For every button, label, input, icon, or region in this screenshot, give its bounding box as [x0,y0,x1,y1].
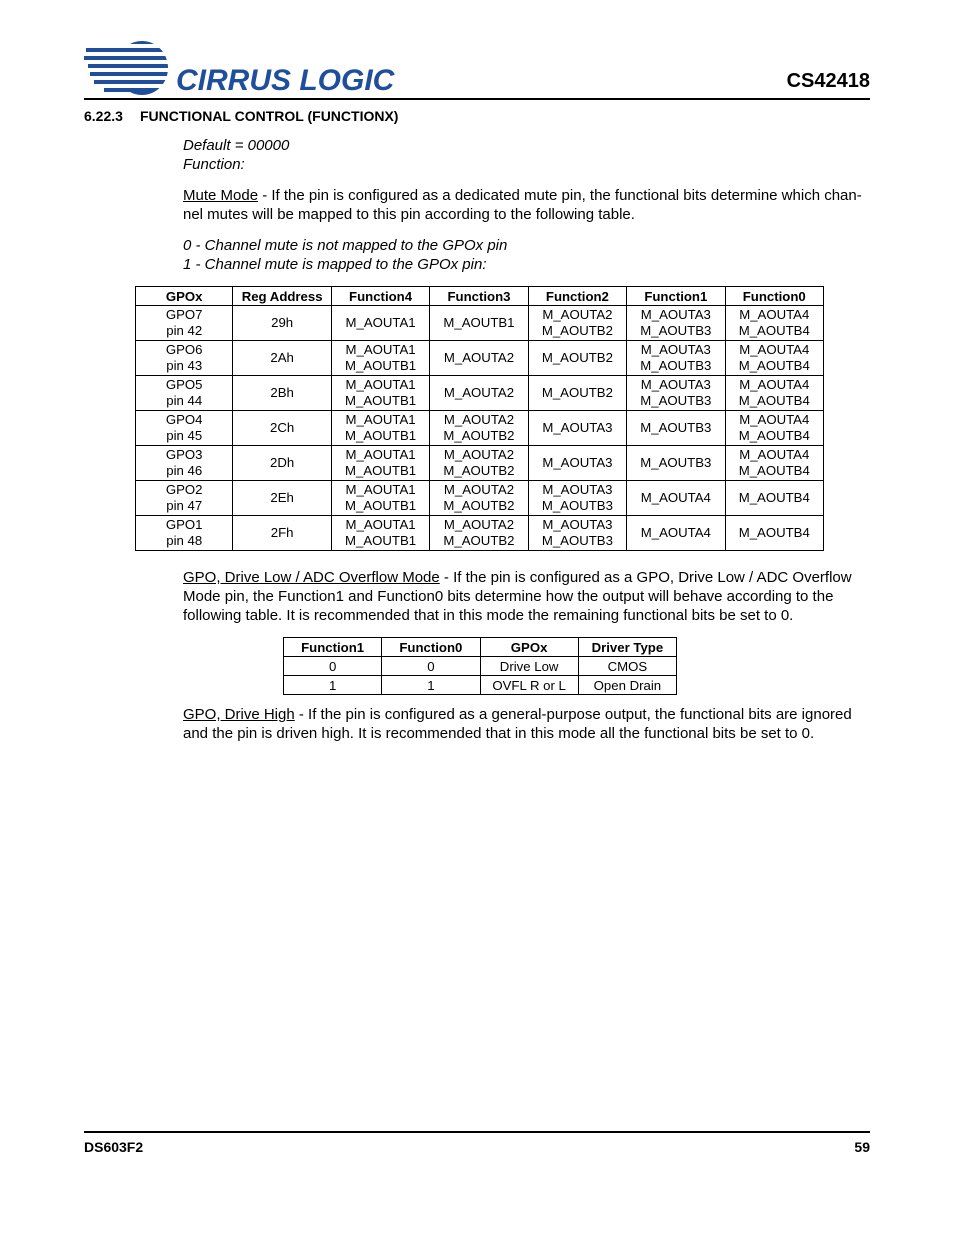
section-heading [84,108,398,124]
table-cell [627,411,725,446]
drive-high-line-1 [183,705,873,724]
table-cell [725,481,823,516]
cell-line: pin 48 [166,533,203,548]
cell-line: M_AOUTA4 [739,377,810,392]
section-title: FUNCTIONAL CONTROL (FUNCTIONX) [140,108,399,124]
cell-line: M_AOUTA1 [345,315,416,330]
table-cell [233,376,331,411]
cell-line: M_AOUTA4 [739,447,810,462]
cell-line: M_AOUTA4 [739,307,810,322]
cell-line: M_AOUTB1 [345,428,417,443]
cell-line: M_AOUTB1 [345,463,417,478]
default-value: Default = 00000 [183,137,290,154]
table-cell [627,481,725,516]
cirrus-logic-logo [84,38,404,100]
table-cell [331,411,429,446]
table-cell [136,446,233,481]
cell-line: GPO6 [165,342,203,357]
cell-line: M_AOUTB2 [541,350,613,365]
table-cell [233,516,331,551]
table-cell [136,341,233,376]
drive-low-line-3: following table. It is recommended that in this mode the remaining functional bits be set to 0. [183,607,794,624]
mute-mode-heading: Mute Mode [183,187,259,204]
table-cell [331,481,429,516]
cell-line: pin 44 [166,393,203,408]
cell-line: M_AOUTB1 [345,358,417,373]
table-cell [528,341,626,376]
table-cell: 0 [284,657,382,676]
cell-line: M_AOUTA1 [345,517,416,532]
table-row [136,341,824,376]
table-cell [528,411,626,446]
drive-low-heading: GPO, Drive Low / ADC Overflow Mode [183,569,440,586]
cell-line: GPO3 [165,447,203,462]
cell-line: M_AOUTA4 [640,525,711,540]
table-cell [725,341,823,376]
table-header-cell: Driver Type [578,638,676,657]
table-header-cell: Reg Address [233,287,331,306]
mute-mapping-table-body [136,306,824,551]
table-cell [331,446,429,481]
cell-line: M_AOUTB2 [541,323,613,338]
cell-line: M_AOUTA2 [443,385,515,400]
cell-line: 2Bh [270,385,294,400]
cell-line: 2Ah [270,350,294,365]
cell-line: M_AOUTA4 [739,412,810,427]
cell-line: M_AOUTB4 [738,490,810,505]
table-cell: OVFL R or L [480,676,578,695]
cell-line: M_AOUTA3 [542,517,613,532]
cell-line: M_AOUTB4 [738,463,810,478]
cell-line: M_AOUTB3 [640,323,712,338]
cell-line: M_AOUTA4 [739,342,810,357]
cell-line: 2Fh [270,525,294,540]
table-cell [725,306,823,341]
table-cell [725,516,823,551]
table-row [136,446,824,481]
cell-line: M_AOUTB3 [541,533,613,548]
table-header-cell: Function0 [725,287,823,306]
table-header-cell: GPOx [480,638,578,657]
cell-line: M_AOUTB2 [443,498,515,513]
table-cell [627,446,725,481]
table-cell [627,376,725,411]
cell-line: pin 45 [166,428,203,443]
table-cell: CMOS [578,657,676,676]
drive-low-paragraph [183,568,873,625]
table-cell [233,411,331,446]
table-cell [528,376,626,411]
drive-low-line-1 [183,568,873,587]
table-cell [331,376,429,411]
cell-line: 29h [271,315,294,330]
table-header-cell: GPOx [136,287,233,306]
table-cell [528,481,626,516]
cell-line: M_AOUTB3 [640,358,712,373]
cell-line: GPO2 [165,482,203,497]
cell-line: pin 43 [166,358,203,373]
table-header-row [284,638,677,657]
cell-line: GPO7 [165,307,203,322]
table-cell: Drive Low [480,657,578,676]
section-number: 6.22.3 [84,108,123,124]
table-cell [627,341,725,376]
cell-line: pin 42 [166,323,203,338]
table-header-cell: Function0 [382,638,480,657]
table-header-cell: Function4 [331,287,429,306]
table-cell [331,516,429,551]
table-row [136,516,824,551]
table-cell [725,446,823,481]
cell-line: GPO5 [165,377,203,392]
table-cell [430,306,528,341]
table-cell [136,306,233,341]
table-cell [528,446,626,481]
table-cell [528,306,626,341]
mute-mapping-table [135,286,824,551]
table-row [284,676,677,695]
table-header-cell: Function1 [284,638,382,657]
cell-line: M_AOUTB2 [443,428,515,443]
cell-line: M_AOUTA2 [443,447,515,462]
cell-line: M_AOUTA2 [443,412,515,427]
cell-line: M_AOUTB4 [738,393,810,408]
cell-line: M_AOUTA3 [640,307,711,322]
cell-line: pin 46 [166,463,203,478]
mute-mode-line-2: nel mutes will be mapped to this pin according to the following table. [183,206,635,223]
table-header-cell: Function2 [528,287,626,306]
cirrus-logic-logo-icon [84,38,404,100]
cell-line: GPO1 [165,517,203,532]
table-cell [725,376,823,411]
table-cell: 0 [382,657,480,676]
cell-line: M_AOUTB4 [738,428,810,443]
footer-doc-number: DS603F2 [84,1139,144,1155]
cell-line: M_AOUTA1 [345,377,416,392]
table-cell [430,481,528,516]
cell-line: M_AOUTB1 [443,315,515,330]
logo-wordmark: CIRRUS LOGIC [176,64,395,97]
table-header-cell: Function1 [627,287,725,306]
mute-mode-line-1 [183,186,873,205]
table-cell [725,411,823,446]
table-row [136,376,824,411]
table-cell: 1 [284,676,382,695]
table-row [136,411,824,446]
footer-rule [84,1131,870,1133]
cell-line: M_AOUTB2 [443,463,515,478]
cell-line: M_AOUTB3 [640,455,712,470]
drive-high-paragraph [183,705,873,743]
cell-line: M_AOUTA2 [443,517,515,532]
table-cell [430,376,528,411]
table-cell [430,411,528,446]
table-cell [233,306,331,341]
table-cell [331,341,429,376]
cell-line: M_AOUTB3 [640,420,712,435]
mute-mode-text: - If the pin is configured as a dedicated mute pin, the functional bits determine which chan- [258,187,862,204]
table-cell [528,516,626,551]
table-header-cell: Function3 [430,287,528,306]
cell-line: M_AOUTA3 [542,482,613,497]
mute-mode-paragraph [183,186,873,224]
cell-line: M_AOUTA2 [542,307,613,322]
table-cell [430,446,528,481]
table-cell [331,306,429,341]
table-cell [233,446,331,481]
cell-line: M_AOUTA3 [542,420,613,435]
cell-line: M_AOUTB2 [541,385,613,400]
table-row [136,306,824,341]
cell-line: M_AOUTB1 [345,498,417,513]
cell-line: M_AOUTA3 [640,377,711,392]
cell-line: M_AOUTB4 [738,323,810,338]
header-rule [84,98,870,100]
table-cell [627,516,725,551]
cell-line: GPO4 [165,412,203,427]
cell-line: pin 47 [166,498,203,513]
table-cell [430,341,528,376]
function-label: Function: [183,156,245,173]
table-cell [136,481,233,516]
cell-line: M_AOUTA1 [345,482,416,497]
cell-line: M_AOUTA1 [345,412,416,427]
cell-line: M_AOUTB3 [541,498,613,513]
drive-low-line-2: Mode pin, the Function1 and Function0 bits determine how the output will behave according to the [183,588,834,605]
cell-line: M_AOUTB1 [345,533,417,548]
drive-high-heading: GPO, Drive High [183,706,295,723]
cell-line: M_AOUTB4 [738,358,810,373]
drive-high-text: - If the pin is configured as a general-purpose output, the functional bits are ignored [294,706,852,723]
cell-line: M_AOUTA4 [640,490,711,505]
cell-line: 2Eh [270,490,294,505]
table-cell [233,481,331,516]
table-cell: 1 [382,676,480,695]
mute-option-0: 0 - Channel mute is not mapped to the GPOx pin [183,237,508,254]
drive-low-text: - If the pin is configured as a GPO, Drive Low / ADC Overflow [439,569,852,586]
cell-line: M_AOUTA1 [345,447,416,462]
table-cell [430,516,528,551]
cell-line: M_AOUTA1 [345,342,416,357]
cell-line: M_AOUTA2 [443,482,515,497]
cell-line: M_AOUTB3 [640,393,712,408]
cell-line: M_AOUTA2 [443,350,515,365]
table-cell [136,516,233,551]
table-cell: Open Drain [578,676,676,695]
drive-high-line-2: and the pin is driven high. It is recommended that in this mode all the functional bits be set to 0. [183,725,815,742]
cell-line: 2Dh [270,455,295,470]
table-cell [136,376,233,411]
document-title: CS42418 [786,70,870,92]
cell-line: 2Ch [270,420,295,435]
table-row [136,481,824,516]
cell-line: M_AOUTB1 [345,393,417,408]
table-cell [627,306,725,341]
drive-low-table [283,637,677,695]
table-cell [233,341,331,376]
table-row [284,657,677,676]
mute-option-1: 1 - Channel mute is mapped to the GPOx pin: [183,256,487,273]
cell-line: M_AOUTA3 [542,455,613,470]
cell-line: M_AOUTB4 [738,525,810,540]
footer-page-number: 59 [854,1139,870,1155]
table-header-row [136,287,824,306]
cell-line: M_AOUTB2 [443,533,515,548]
table-cell [136,411,233,446]
cell-line: M_AOUTA3 [640,342,711,357]
